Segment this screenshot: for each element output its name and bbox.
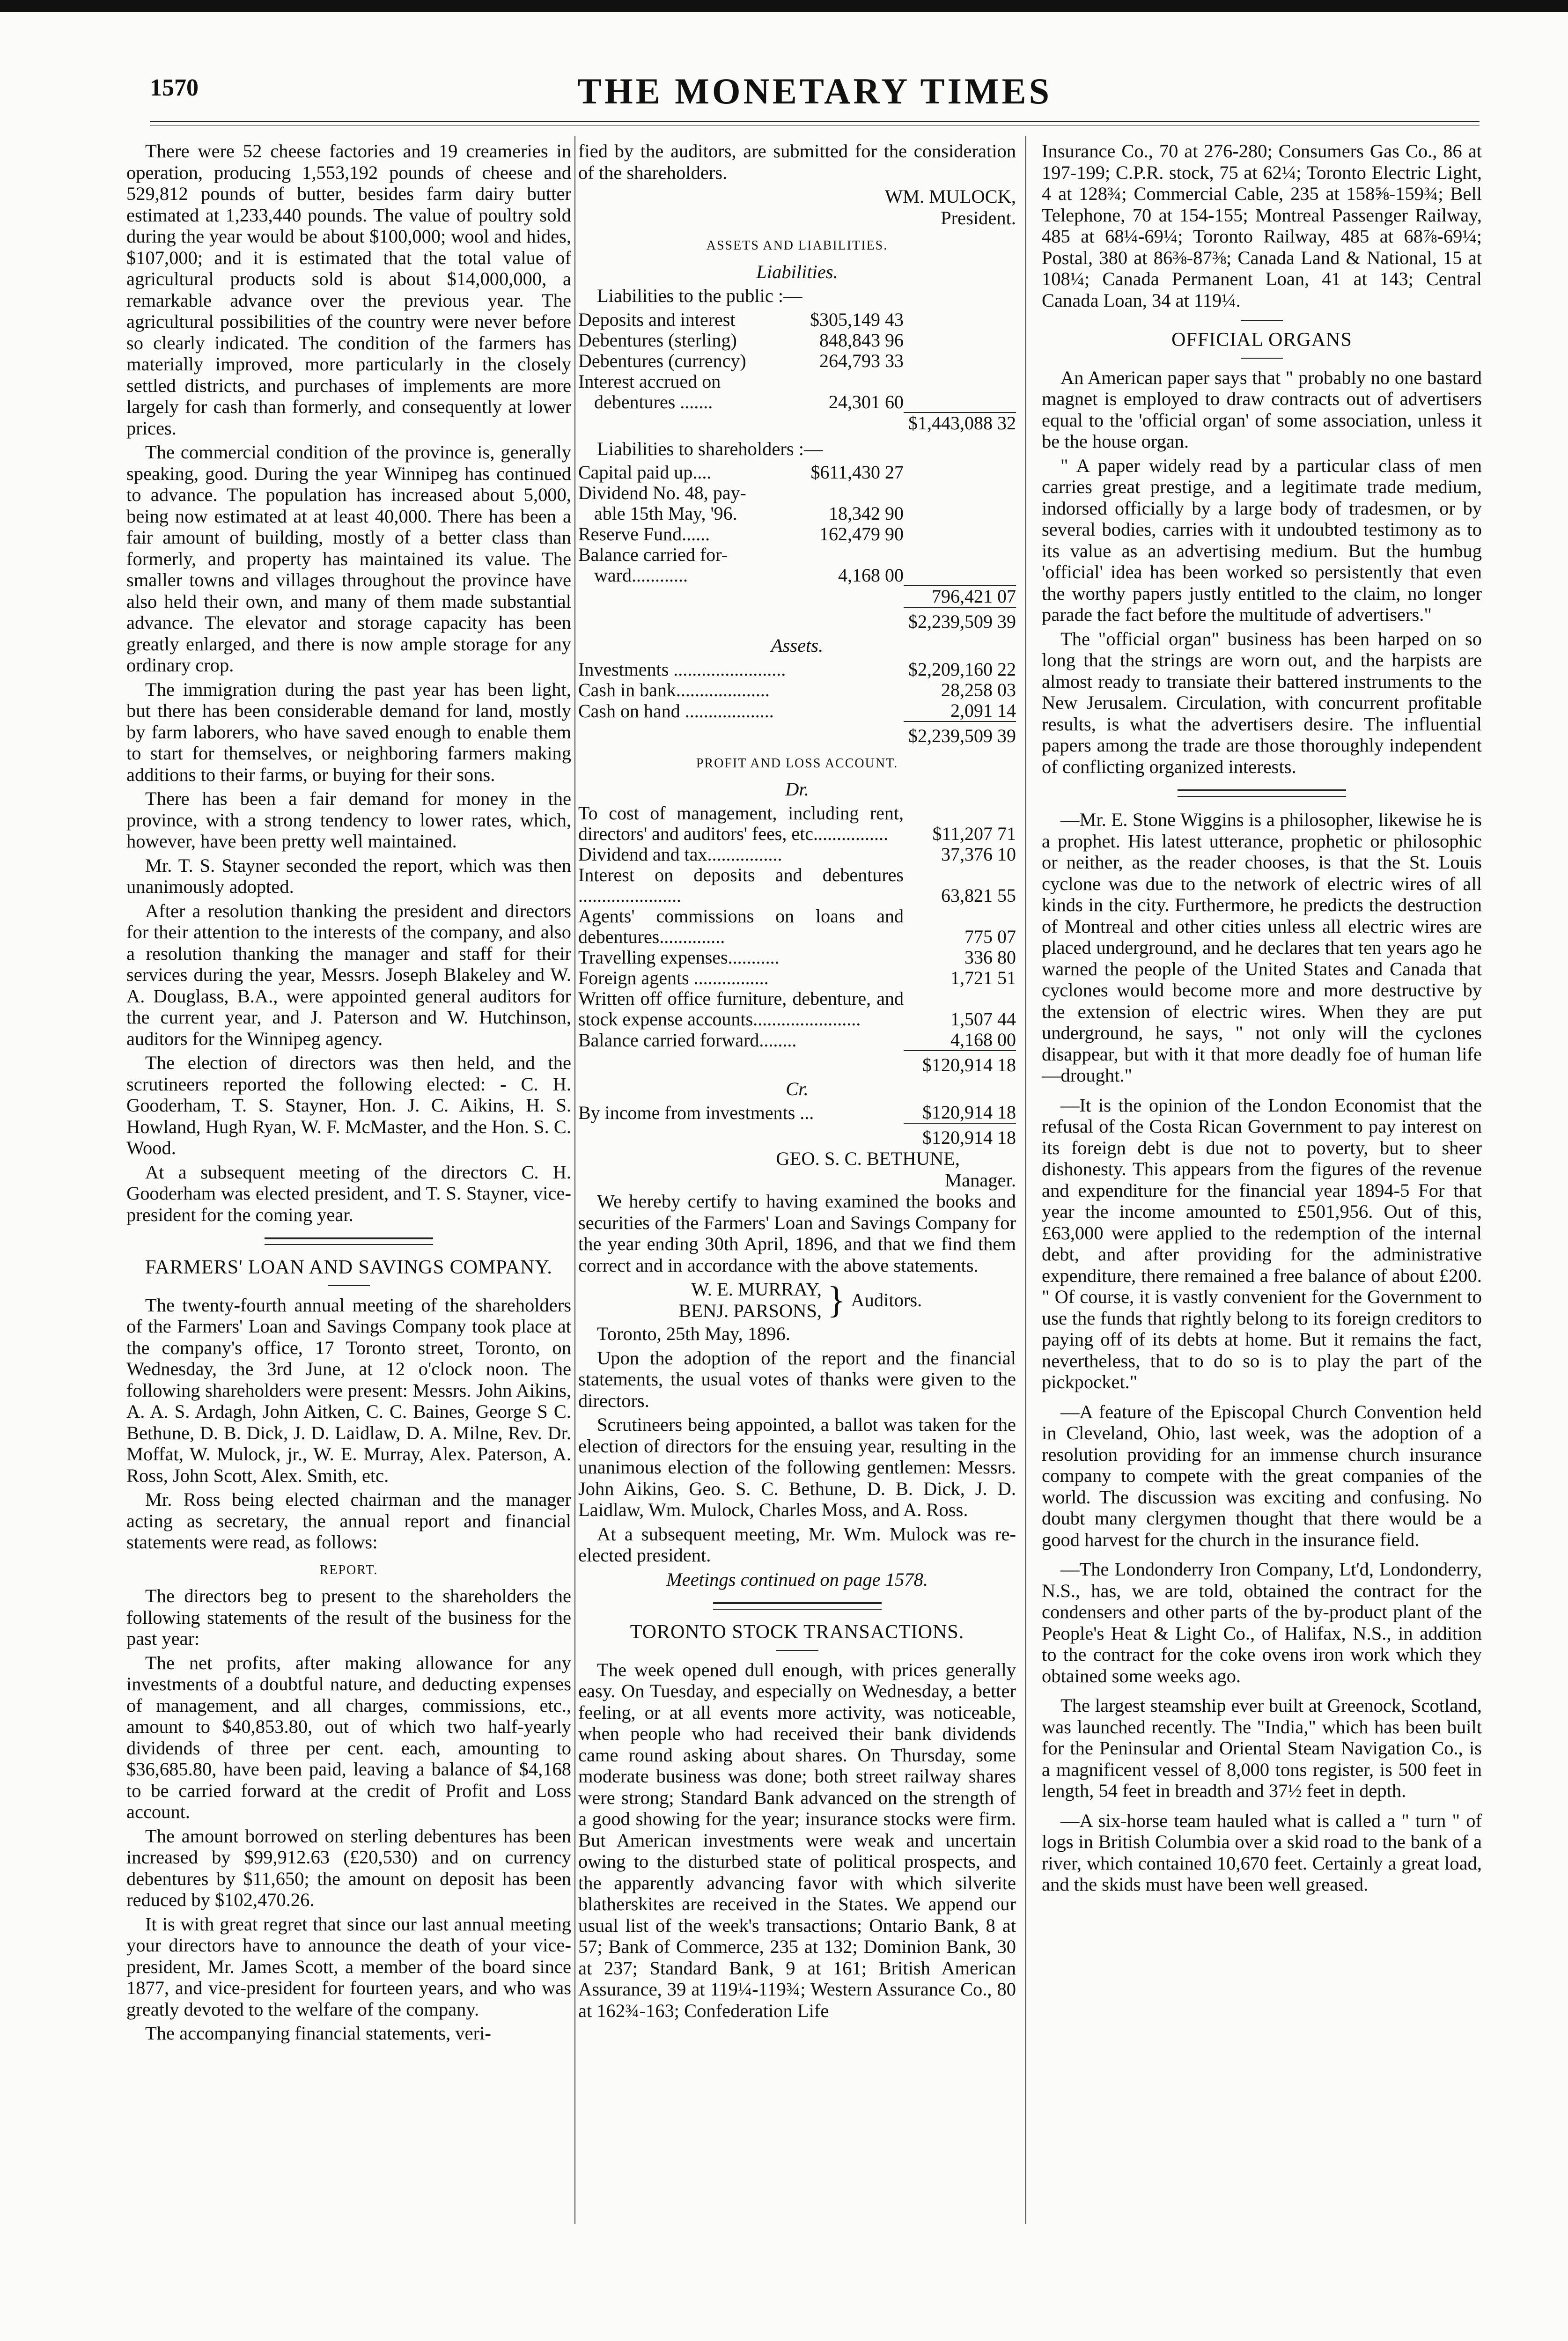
row-label: Capital paid up.... — [578, 462, 712, 483]
row-label: Written off office furniture, debenture, and stock expense accounts....................... — [578, 987, 904, 1030]
section-rule — [265, 1237, 433, 1245]
pl-heading: PROFIT AND LOSS ACCOUNT. — [696, 756, 898, 771]
page-number: 1570 — [150, 74, 199, 101]
short-rule — [1241, 358, 1283, 359]
row-label: Cash in bank.................... — [578, 679, 770, 700]
paragraph: At a subsequent meeting, Mr. Wm. Mulock was re-elected president. — [578, 1523, 1016, 1566]
auditor-name: W. E. MURRAY, — [691, 1279, 822, 1300]
row-value — [810, 371, 904, 392]
table-row — [578, 803, 1016, 844]
table-row — [578, 680, 1016, 700]
report-heading: REPORT. — [319, 1562, 378, 1577]
table-row — [578, 988, 1016, 1030]
paragraph: fied by the auditors, are submitted for the consideration of the shareholders. — [578, 140, 1016, 183]
liabilities-shareholders-label: Liabilities to shareholders :— — [597, 438, 823, 459]
table-row — [578, 659, 1016, 680]
table-row — [578, 586, 1016, 607]
row-label: Foreign agents ................ — [578, 967, 769, 988]
official-heading: OFFICIAL ORGANS — [1171, 329, 1352, 351]
farmers-heading: FARMERS' LOAN AND SAVINGS COMPANY. — [145, 1257, 552, 1278]
news-item: —The Londonderry Iron Company, Lt'd, Londonderry, N.S., has, we are told, obtained the contract for the condensers and other parts of the by-product plant of the People's Heat & Light Co., of Halifax, N.S., in addition to the contract for the coke ovens iron work which they obtained some weeks ago. — [1042, 1559, 1482, 1686]
row-label: Travelling expenses........... — [578, 946, 780, 968]
liabilities-public-label: Liabilities to the public :— — [597, 285, 802, 306]
row-value: 28,258 03 — [941, 679, 1016, 700]
debit-total: $120,914 18 — [904, 1051, 1016, 1075]
table-row — [578, 524, 1016, 545]
column-divider — [574, 136, 575, 2224]
row-value — [810, 483, 904, 503]
paragraph: The directors beg to present to the shareholders the following statements of the result of the business for the past year: — [126, 1585, 571, 1649]
paragraph: The immigration during the past year has been light, but there has been considerable demand for land, mostly by farm laborers, who have saved enough to enable them to start for themselves, or neighboring farmers making additions to their farms, or buying for their sons. — [126, 678, 571, 785]
table-row — [578, 968, 1016, 988]
row-value: 4,168 00 — [838, 565, 904, 586]
short-rule — [1241, 320, 1283, 321]
table-row — [578, 865, 1016, 906]
row-label: Investments ........................ — [578, 658, 786, 680]
news-item: —A six-horse team hauled what is called a " turn " of logs in British Columbia over a skid road to the bank of a river, which contained 10,670 feet. Certainly a great load, and the skids must have been well greased. — [1042, 1810, 1482, 1895]
row-label: Dividend No. 48, pay- — [578, 482, 746, 503]
row-label: To cost of management, including rent, directors' and auditors' fees, etc................ — [578, 802, 904, 844]
signer-title: President. — [941, 207, 1016, 228]
row-value: 63,821 55 — [941, 884, 1016, 906]
liabilities-shareholders-table — [578, 462, 1016, 632]
column-3 — [1042, 140, 1482, 1898]
continued-note: Meetings continued on page 1578. — [666, 1568, 928, 1590]
dr-label: Dr. — [785, 779, 809, 800]
subtotal: 796,421 07 — [904, 586, 1016, 607]
column-1 — [126, 140, 571, 2047]
row-label: Cash on hand ................... — [578, 700, 774, 721]
news-item: —Mr. E. Stone Wiggins is a philosopher, likewise he is a prophet. His latest utterance, prophetic or philosophic or neither, as the reader chooses, is that the St. Louis cyclone was due to the network of electric wires of all kinds in the city. Furthermore, he predicts the destruction of Montreal and other cities unless all electric wires are placed underground, and he declares that ten years ago he warned the people of the United States and Canada that cyclones would become more and more destructive by the extension of electric wires. When they are put underground, he says, " not only will the cyclones disappear, but with it that more deadly foe of human life—drought." — [1042, 809, 1482, 1086]
manager-title: Manager. — [945, 1169, 1016, 1191]
paragraph: An American paper says that " probably no one bastard magnet is employed to draw contracts out of advertisers equal to the 'official organ' of some association, unless it be the house organ. — [1042, 367, 1482, 452]
table-row — [578, 412, 1016, 434]
paragraph: The amount borrowed on sterling debentures has been increased by $99,912.63 (£20,530) and on currency debentures by $11,650; the amount on deposit has been reduced by $102,470.26. — [126, 1825, 571, 1910]
table-row — [578, 392, 1016, 412]
paragraph: It is with great regret that since our last annual meeting your directors have to announce the death of your vice-president, Mr. James Scott, a member of the board since 1877, and vice-president for fourteen years, and who was greatly devoted to the welfare of the company. — [126, 1913, 571, 2020]
table-row — [578, 483, 1016, 503]
auditor-name: BENJ. PARSONS, — [678, 1300, 822, 1321]
news-item: —A feature of the Episcopal Church Convention held in Cleveland, Ohio, last week, was the adoption of a resolution providing for an immense church insurance company to compete with the great companies of the world. The discussion was exciting and confusing. No doubt many clergymen thought that there would be a good harvest for the church in the insurance field. — [1042, 1401, 1482, 1550]
row-label: Reserve Fund...... — [578, 523, 710, 545]
row-value: 1,507 44 — [950, 1008, 1016, 1030]
table-row — [578, 700, 1016, 721]
news-item: The largest steamship ever built at Greenock, Scotland, was launched recently. The "India," which has been built for the Peninsular and Oriental Steam Navigation Co., is a magnificent vessel of 8,000 tons register, is 500 feet in length, 54 feet in breadth and 37½ feet in depth. — [1042, 1695, 1482, 1801]
row-value: $11,207 71 — [932, 823, 1016, 844]
table-row — [578, 309, 1016, 330]
row-value — [810, 545, 904, 565]
auditors-block — [578, 1279, 1016, 1321]
row-label: Interest on deposits and debentures ...................... — [578, 864, 904, 906]
brace: } — [827, 1279, 846, 1321]
row-label: Agents' commissions on loans and debentures.............. — [578, 905, 904, 947]
paragraph: There has been a fair demand for money in the province, with a strong tendency to lower rates, which, however, have been pretty well maintained. — [126, 788, 571, 852]
row-label: Balance carried for- — [578, 544, 728, 565]
assets-subheading: Assets. — [771, 635, 824, 656]
table-row — [578, 351, 1016, 371]
row-value: 162,479 90 — [819, 523, 904, 545]
row-label: Balance carried forward........ — [578, 1029, 797, 1051]
credit-total: $120,914 18 — [904, 1123, 1016, 1148]
subtotal: $1,443,088 32 — [904, 412, 1016, 434]
row-value: 24,301 60 — [829, 391, 904, 412]
scan-top-edge — [0, 0, 1568, 12]
row-label: able 15th May, '96. — [594, 503, 737, 524]
row-label: Debentures (currency) — [578, 350, 746, 371]
auditor-names — [578, 1279, 822, 1321]
row-value: $611,430 27 — [810, 462, 904, 483]
table-row — [578, 906, 1016, 947]
row-label: Dividend and tax................ — [578, 843, 782, 865]
row-label: Debentures (sterling) — [578, 329, 737, 351]
row-value: $2,209,160 22 — [908, 658, 1016, 680]
column-2 — [578, 140, 1016, 2024]
row-value: 848,843 96 — [819, 329, 904, 351]
table-row — [578, 1030, 1016, 1051]
manager-name: GEO. S. C. BETHUNE, — [776, 1148, 960, 1169]
row-label: debentures ....... — [594, 391, 713, 412]
cr-label: Cr. — [786, 1078, 809, 1099]
paragraph: The week opened dull enough, with prices generally easy. On Tuesday, and especially on Wednesday, a better feeling, or at all events more activity, was noticeable, when people who had received their bank dividends came round asking about shares. On Thursday, some moderate business was done; both street railway shares were strong; Standard Bank advanced on the strength of a good showing for the year; insurance stocks were firm. But American investments were weak and uncertain owing to the disturbed state of political prospects, and the apparently advancing favor with which silverite blatherskites are received in the States. We append our usual list of the week's transactions; Ontario Bank, 8 at 57; Bank of Commerce, 235 at 132; Dominion Bank, 30 at 237; Standard Bank, 9 at 161; British American Assurance, 39 at 119¼-119¾; Western Assurance Co., 80 at 162¾-163; Confederation Life — [578, 1659, 1016, 2021]
page-header — [150, 70, 1480, 115]
row-label: Interest accrued on — [578, 370, 721, 392]
paragraph: Upon the adoption of the report and the financial statements, the usual votes of thanks were given to the directors. — [578, 1347, 1016, 1411]
row-label: ward............ — [594, 565, 688, 586]
liabilities-public-table — [578, 309, 1016, 434]
row-value: 18,342 90 — [829, 503, 904, 524]
paragraph: Insurance Co., 70 at 276-280; Consumers Gas Co., 86 at 197-199; C.P.R. stock, 75 at 62¼; Toronto Electric Light, 4 at 128¾; Commercial Cable, 235 at 158⅝-159¾; Bell Telephone, 70 at 154-155; Montreal Passenger Railway, 485 at 68¼-69¼; Toronto Railway, 485 at 68⅞-69¼; Postal, 380 at 86⅜-87⅜; Canada Land & National, 15 at 108¼; Canada Permanent Loan, 41 at 143; Central Canada Loan, 34 at 119¼. — [1042, 140, 1482, 311]
section-rule — [713, 1602, 882, 1610]
short-rule — [328, 1285, 370, 1286]
row-label: Deposits and interest — [578, 309, 736, 330]
table-row — [578, 565, 1016, 586]
header-rule — [150, 121, 1480, 125]
paragraph: After a resolution thanking the president and directors for their attention to the interests of the company, and also a resolution thanking the manager and staff for their services during the year, Messrs. Joseph Blakeley and W. A. Douglass, B.A., were appointed general auditors for the current year, and J. Paterson and W. Hutchinson, auditors for the Winnipeg agency. — [126, 900, 571, 1049]
paragraph: The twenty-fourth annual meeting of the shareholders of the Farmers' Loan and Savings Company took place at the company's office, 17 Toronto street, Toronto, on Wednesday, the 3rd June, at 12 o'clock noon. The following shareholders were present: Messrs. John Aikins, A. A. S. Ardagh, John Aitken, C. C. Baines, George S C. Bethune, D. B. Dick, J. D. Laidlaw, D. A. Milne, Rev. Dr. Moffat, W. Mulock, jr., W. E. Murray, Alex. Paterson, A. Ross, John Scott, Alex. Smith, etc. — [126, 1294, 571, 1486]
table-row — [578, 607, 1016, 632]
paragraph: The election of directors was then held, and the scrutineers reported the following elected: - C. H. Gooderham, T. S. Stayner, Hon. J. C. Aikins, H. S. Howland, Hugh Ryan, W. F. McMaster, and the Hon. S. C. Wood. — [126, 1052, 571, 1158]
section-rule — [1178, 789, 1346, 797]
paragraph: Mr. T. S. Stayner seconded the report, which was then unanimously adopted. — [126, 854, 571, 897]
table-row — [578, 1102, 1016, 1123]
table-row — [578, 462, 1016, 483]
short-rule — [776, 1650, 818, 1651]
assets-total: $2,239,509 39 — [904, 721, 1016, 746]
row-value: 37,376 10 — [941, 843, 1016, 865]
row-label: By income from investments ... — [578, 1102, 814, 1123]
debit-table — [578, 803, 1016, 1075]
row-value: 336 80 — [964, 946, 1016, 968]
paragraph: The commercial condition of the province is, generally speaking, good. During the year Winnipeg has continued to advance. The population has increased about 5,000, being now estimated at at least 40,000. There has been a fair amount of building, mostly of a better class than formerly, and property has maintained its value. The smaller towns and villages throughout the province have also held their own, and many of them made substantial advance. The elevator and storage capacity has been greatly enlarged, and there is now ample storage for any ordinary crop. — [126, 442, 571, 676]
grand-total: $2,239,509 39 — [904, 607, 1016, 632]
table-row — [578, 545, 1016, 565]
place-date: Toronto, 25th May, 1896. — [597, 1323, 791, 1344]
row-value: 4,168 00 — [950, 1029, 1016, 1050]
paragraph: Mr. Ross being elected chairman and the manager acting as secretary, the annual report and financial statements were read, as follows: — [126, 1489, 571, 1553]
paragraph: The accompanying financial statements, veri- — [145, 2023, 491, 2044]
table-row — [578, 947, 1016, 968]
table-row — [578, 503, 1016, 524]
assets-table — [578, 659, 1016, 746]
news-item: —It is the opinion of the London Economist that the refusal of the Costa Rican Government to pay interest on its foreign debt is due not to poverty, but to sheer dishonesty. This appears from the figures of the revenue and expenditure for the financial year 1894-5 For that year the income amounted to £501,956. Out of this, £63,000 were applied to the redemption of the internal debt, and after providing for the administrative expenditure, there remained a free balance of about £200. " Of course, it is vastly convenient for the Government to use the funds that rightly belong to its foreign creditors to paying off of its debts at home. But it remains the fact, nevertheless, that to do so is to play the part of the pickpocket." — [1042, 1094, 1482, 1392]
paragraph: Scrutineers being appointed, a ballot was taken for the election of directors for the ensuing year, resulting in the unanimous election of the following gentlemen: Messrs. John Aikins, Geo. S. C. Bethune, D. B. Dick, J. D. Laidlaw, Wm. Mulock, Charles Moss, and A. Ross. — [578, 1414, 1016, 1520]
paragraph: At a subsequent meeting of the directors C. H. Gooderham was elected president, and T. S. Stayner, vice-president for the coming year. — [126, 1161, 571, 1225]
liabilities-subheading: Liabilities. — [756, 261, 838, 282]
table-row — [578, 371, 1016, 392]
row-value: 264,793 33 — [819, 350, 904, 371]
row-value: 2,091 14 — [950, 699, 1016, 721]
row-value: 1,721 51 — [950, 967, 1016, 988]
masthead-title: THE MONETARY TIMES — [577, 71, 1052, 111]
paragraph: " A paper widely read by a particular class of men carries great prestige, and a legitimate trade medium, indorsed officially by a large body of tradesmen, or by several bodies, carries with it undoubted testimony as to its value as an advertising medium. But the humbug 'official' idea has been worked so persistently that even the worthy papers justly entitled to the claim, no longer parade the fact before the multitude of advertisers." — [1042, 455, 1482, 625]
row-value: 775 07 — [964, 926, 1016, 947]
paragraph: There were 52 cheese factories and 19 creameries in operation, producing 1,553,192 pounds of cheese and 529,812 pounds of butter, besides farm dairy butter estimated at 1,233,440 pounds. The value of poultry sold during the year would be about $100,000; wool and hides, $107,000; and it is estimated that the total value of agricultural products sold is about $14,000,000, a remarkable advance over the previous year. The agricultural possibilities of the country were never before so clearly indicated. The condition of the farmers has materially improved, more particularly in the closely settled districts, and purchases of implements are more largely for cash than formerly, and consequently at lower prices. — [126, 140, 571, 439]
paragraph: The "official organ" business has been harped on so long that the strings are worn out, and the harpists are almost ready to transiate their battered instruments to the New Jerusalem. Circulation, with concurrent profitable results, is what the advertisers desire. The influential papers among the trade are those thoroughly independent of conflicting organized interests. — [1042, 628, 1482, 777]
credit-table — [578, 1102, 1016, 1148]
column-divider — [1025, 136, 1026, 2224]
row-value: $120,914 18 — [922, 1102, 1016, 1123]
assets-heading: ASSETS AND LIABILITIES. — [706, 238, 888, 253]
paragraph: We hereby certify to having examined the books and securities of the Farmers' Loan and Savings Company for the year ending 30th April, 1896, and that we find them correct and in accordance with the above statements. — [578, 1191, 1016, 1276]
auditors-label: Auditors. — [851, 1289, 922, 1310]
table-row — [578, 721, 1016, 746]
paragraph: The net profits, after making allowance for any investments of a doubtful nature, and deducting expenses of management, and all charges, commissions, etc., amount to $40,853.80, out of which two half-yearly dividends of three per cent. each, amounting to $36,685.80, have been paid, leaving a balance of $4,168 to be carried forward at the credit of Profit and Loss account. — [126, 1652, 571, 1822]
table-row — [578, 844, 1016, 865]
signer-name: WM. MULOCK, — [884, 186, 1016, 207]
table-row — [578, 330, 1016, 351]
row-value: $305,149 43 — [810, 309, 904, 330]
table-row — [578, 1051, 1016, 1075]
stock-heading: TORONTO STOCK TRANSACTIONS. — [630, 1621, 964, 1643]
table-row — [578, 1123, 1016, 1148]
